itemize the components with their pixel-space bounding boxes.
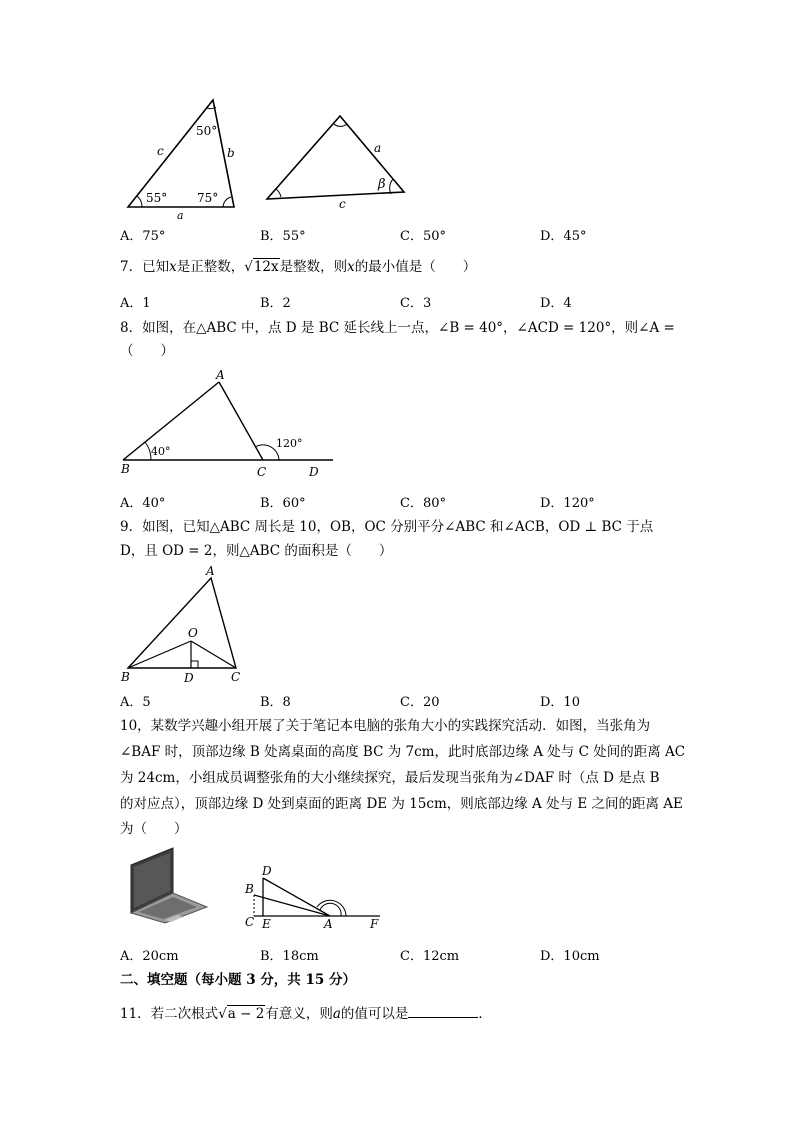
q8-option-c[interactable]: C．80°	[400, 496, 446, 511]
q6-label-a: a	[177, 209, 184, 220]
q6-figure-2	[262, 108, 412, 208]
q8-label-120: 120°	[276, 437, 303, 450]
q10-stem-line-4: 的对应点），顶部边缘 D 处到桌面的距离 DE 为 15cm，则底部边缘 A 处与 E 之间的距离 AE	[120, 796, 683, 812]
q7-stem	[120, 257, 476, 277]
q9-label-c: C	[231, 670, 241, 684]
q10-stem-line-1: 10，某数学兴趣小组开展了关于笔记本电脑的张角大小的实践探究活动．如图，当张角为	[120, 718, 651, 734]
q11-radicand: a − 2	[227, 1006, 265, 1022]
q6-angle-arc-top-2	[333, 123, 347, 126]
q6-angle-arc-beta	[390, 179, 393, 194]
q7-option-c[interactable]: C．3	[400, 296, 432, 311]
q6-option-c[interactable]: C．50°	[400, 229, 446, 244]
q8-option-a[interactable]: A．40°	[120, 496, 166, 511]
q8-side-ab	[123, 382, 219, 460]
q9-option-a[interactable]: A．5	[120, 695, 151, 710]
q10-label-a: A	[324, 917, 333, 931]
q10-label-c: C	[245, 915, 255, 929]
q6-fig2-label-beta: β	[378, 177, 386, 192]
q8-label-c: C	[257, 465, 267, 479]
q9-label-o: O	[188, 626, 198, 640]
q10-label-d: D	[262, 864, 272, 878]
q6-figure-1	[120, 95, 245, 220]
q6-angle-arc-left	[137, 196, 142, 207]
q7-text-3: 是整数，则	[279, 259, 348, 275]
q8-stem-line-1: 8．如图，在△ABC 中，点 D 是 BC 延长线上一点，∠B = 40°，∠ACD = 120°，则∠A =	[120, 320, 675, 336]
q9-segment-ob	[128, 641, 191, 668]
q9-right-angle-mark	[191, 661, 198, 668]
q9-figure	[118, 563, 248, 688]
q6-angle-arc-right	[223, 197, 231, 207]
q9-stem-line-1: 9．如图，已知△ABC 周长是 10，OB，OC 分别平分∠ABC 和∠ACB，OD ⊥ BC 于点	[120, 519, 654, 535]
section-2-title: 二、填空题（每小题 3 分，共 15 分）	[120, 972, 356, 988]
q8-stem-line-2: （ ）	[120, 343, 174, 359]
q10-label-f: F	[370, 917, 379, 931]
q10-stem-line-3: 为 24cm，小组成员调整张角的大小继续探究，最后发现当张角为∠DAF 时（点 D 是点 B	[120, 770, 660, 786]
q10-segment-da	[263, 878, 330, 916]
q10-option-d[interactable]: D．10cm	[540, 949, 600, 964]
q6-label-c: c	[157, 144, 164, 158]
q8-option-d[interactable]: D．120°	[540, 496, 595, 511]
q9-triangle-abc	[128, 578, 236, 668]
q7-text-4: 的最小值是（ ）	[354, 259, 477, 275]
q7-var-x: x	[169, 259, 177, 275]
q10-label-e: E	[262, 917, 271, 931]
q6-label-b: b	[227, 146, 235, 160]
q6-label-55: 55°	[146, 191, 168, 205]
q7-text-1: 已知	[142, 259, 170, 275]
q7-radicand: 12x	[253, 259, 279, 275]
q10-option-c[interactable]: C．12cm	[400, 949, 460, 964]
q7-option-d[interactable]: D．4	[540, 296, 572, 311]
q9-label-b: B	[121, 670, 130, 684]
q10-label-b: B	[245, 882, 254, 896]
q11-answer-blank[interactable]	[408, 1003, 478, 1018]
q11-sqrt: √a − 2	[218, 1006, 265, 1022]
laptop-image	[125, 845, 210, 925]
q8-label-b: B	[121, 462, 130, 476]
q11-text-2: 有意义，则	[265, 1006, 333, 1022]
q9-option-d[interactable]: D．10	[540, 695, 580, 710]
q6-option-a[interactable]: A．75°	[120, 229, 166, 244]
q9-option-b[interactable]: B．8	[260, 695, 291, 710]
q11-stem	[120, 1003, 492, 1024]
q10-figure	[240, 850, 385, 932]
q11-text-4: ．	[478, 1006, 492, 1022]
q8-side-ac	[219, 382, 263, 460]
q7-option-a[interactable]: A．1	[120, 296, 151, 311]
q6-label-50: 50°	[196, 124, 218, 138]
q9-option-c[interactable]: C．20	[400, 695, 440, 710]
q10-stem-line-2: ∠BAF 时，顶部边缘 B 处离桌面的高度 BC 为 7cm，此时底部边缘 A 处与 C 处间的距离 AC	[120, 744, 686, 760]
q8-option-b[interactable]: B．60°	[260, 496, 306, 511]
q6-fig2-label-a: a	[374, 141, 382, 155]
q11-text-3: 的值可以是	[340, 1006, 409, 1022]
q10-stem-line-5: 为（ ）	[120, 821, 188, 837]
q7-option-b[interactable]: B．2	[260, 296, 291, 311]
q9-stem-line-2: D，且 OD = 2，则△ABC 的面积是（ ）	[120, 543, 393, 559]
q9-label-d: D	[184, 671, 194, 685]
q7-sqrt: √12x	[244, 259, 279, 275]
q6-option-d[interactable]: D．45°	[540, 229, 587, 244]
q8-label-a: A	[216, 368, 225, 382]
q6-fig2-label-c: c	[339, 197, 346, 208]
q7-text-2: 是正整数，	[176, 259, 245, 275]
q10-option-a[interactable]: A．20cm	[120, 949, 179, 964]
q8-figure	[118, 365, 343, 480]
q9-label-a: A	[206, 564, 215, 578]
q10-option-b[interactable]: B．18cm	[260, 949, 319, 964]
q6-option-b[interactable]: B．55°	[260, 229, 306, 244]
q8-label-d: D	[309, 465, 319, 479]
q6-angle-arc-left-2	[276, 189, 281, 197]
q7-number: 7．	[120, 259, 143, 275]
q6-label-75: 75°	[197, 191, 219, 205]
q7-var-x-2: x	[347, 259, 355, 275]
q8-label-40: 40°	[151, 445, 171, 458]
q11-var-a: a	[332, 1006, 341, 1022]
q11-text-1: 11．若二次根式	[120, 1006, 219, 1022]
